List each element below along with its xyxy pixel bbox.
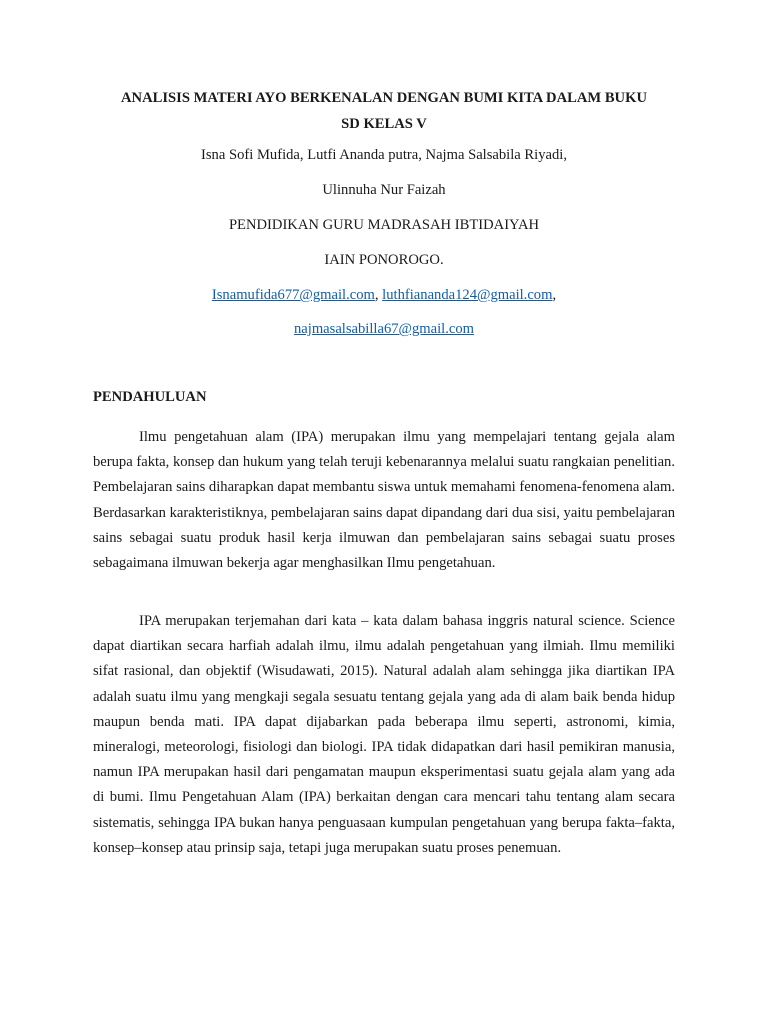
- title-line-1: ANALISIS MATERI AYO BERKENALAN DENGAN BUMI KITA DALAM BUKU: [121, 90, 647, 106]
- email-link-1[interactable]: Isnamufida677@gmail.com: [211, 287, 375, 303]
- institution: IAIN PONOROGO.: [324, 252, 444, 268]
- email-separator: ,: [374, 287, 383, 303]
- email-line-2: [90, 321, 678, 338]
- paragraph-2: [93, 609, 675, 861]
- authors-line-2: Ulinnuha Nur Faizah: [322, 182, 446, 198]
- email-link-2[interactable]: luthfiananda124@gmail.com: [382, 287, 553, 303]
- email-line-1: [90, 287, 678, 304]
- document-title: [90, 85, 678, 137]
- email-link-3[interactable]: najmasalsabilla67@gmail.com: [293, 321, 474, 337]
- authors-line-1: Isna Sofi Mufida, Lutfi Ananda putra, Najma Salsabila Riyadi,: [201, 147, 567, 163]
- paragraph-1: [93, 425, 675, 576]
- email-trailing-comma: ,: [552, 287, 557, 303]
- title-line-2: SD KELAS V: [341, 116, 427, 132]
- paragraph-2-text: IPA merupakan terjemahan dari kata – kata dalam bahasa inggris natural science. Science dapat diartikan secara harfiah adalah ilmu, ilmu adalah pengetahuan yang ilmiah. Ilmu memiliki sifat rasional, dan objektif (Wisudawati, 2015). Natural adalah alam sehingga jika diartikan IPA adalah suatu ilmu yang mengkaji segala sesuatu tentang gejala yang ada di alam baik benda hidup maupun benda mati. IPA dapat dijabarkan pada beberapa ilmu seperti, astronomi, kimia, mineralogi, meteorologi, fisiologi dan biologi. IPA tidak didapatkan dari hasil pemikiran manusia, namun IPA merupakan hasil dari pengamatan maupun eksperimentasi suatu gejala alam yang ada di bumi. Ilmu Pengetahuan Alam (IPA) berkaitan dengan cara mencari tahu tentang alam secara sistematis, sehingga IPA bukan hanya penguasaan kumpulan pengetahuan yang berupa fakta–fakta, konsep–konsep atau prinsip saja, tetapi juga merupakan suatu proses penemuan.: [93, 613, 675, 856]
- section-heading: PENDAHULUAN: [93, 389, 207, 405]
- department: PENDIDIKAN GURU MADRASAH IBTIDAIYAH: [228, 217, 540, 233]
- paragraph-1-text: Ilmu pengetahuan alam (IPA) merupakan ilmu yang mempelajari tentang gejala alam berupa fakta, konsep dan hukum yang telah teruji kebenarannya melalui suatu rangkaian penelitian. Pembelajaran sains diharapkan dapat membantu siswa untuk memahami fenomena-fenomena alam. Berdasarkan karakteristiknya, pembelajaran sains dapat dipandang dari dua sisi, yaitu pembelajaran sains sebagai suatu produk hasil kerja ilmuwan dan pembelajaran sains sebagai suatu proses sebagaimana ilmuwan bekerja agar menghasilkan Ilmu pengetahuan.: [93, 429, 675, 572]
